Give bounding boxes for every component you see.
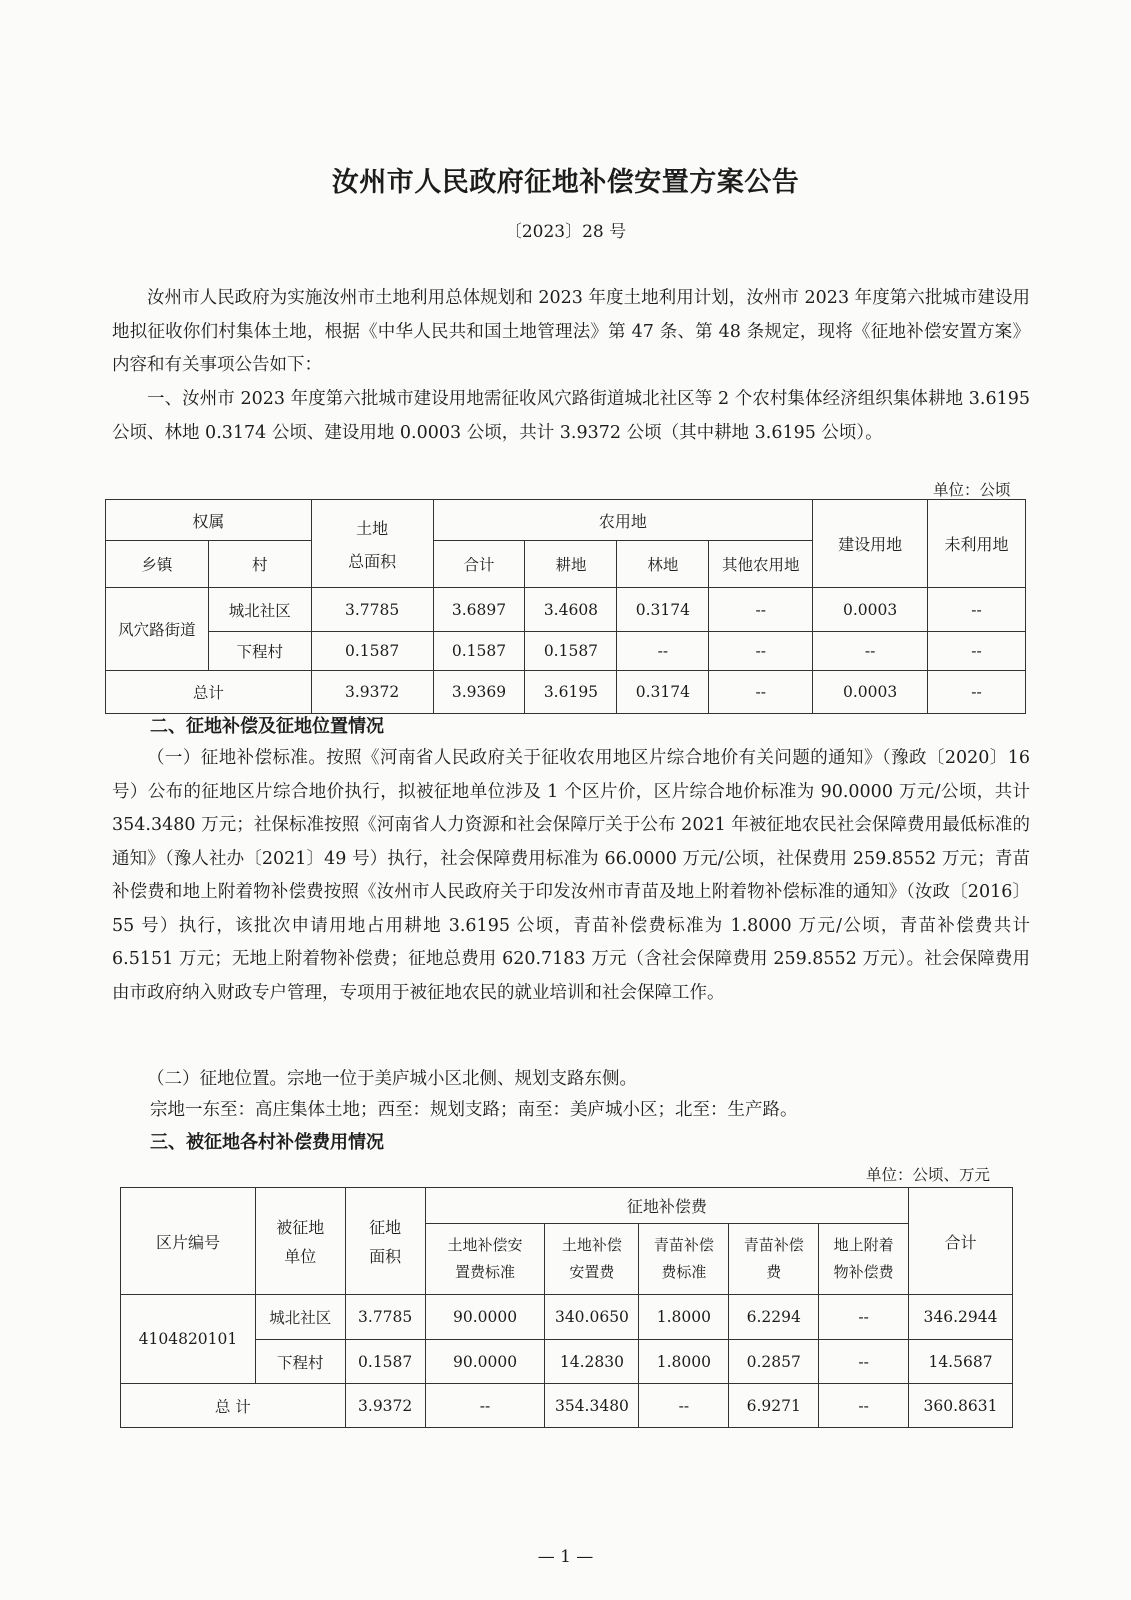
crop-std-cell: 1.8000 <box>639 1340 729 1384</box>
forest-cell: 0.3174 <box>617 671 709 714</box>
other-agri-cell: -- <box>709 588 813 632</box>
section3-heading: 三、被征地各村补偿费用情况 <box>150 1132 384 1153</box>
header-town: 乡镇 <box>106 541 209 588</box>
attachment-cell: -- <box>819 1384 909 1428</box>
sum-cell: 3.6897 <box>433 588 525 632</box>
town-cell: 风穴路街道 <box>106 588 209 671</box>
land-fee-cell: 340.0650 <box>545 1295 639 1340</box>
table2-unit: 单位：公顷、万元 <box>866 1166 991 1184</box>
construction-cell: -- <box>813 632 928 671</box>
intro-paragraph: 汝州市人民政府为实施汝州市土地利用总体规划和 2023 年度土地利用计划，汝州市 2023 年度第六批城市建设用地拟征收你们村集体土地，根据《中华人民共和国土地管理法》第 47 条、第 48 条规定，现将《征地补偿安置方案》内容和有关事项公告如下： <box>112 288 1030 375</box>
area-cell: 3.7785 <box>345 1295 425 1340</box>
sum-cell: 3.9369 <box>433 671 525 714</box>
cultivated-cell: 3.4608 <box>525 588 617 632</box>
sum-cell: 0.1587 <box>433 632 525 671</box>
header-attachment <box>819 1224 909 1295</box>
total-area-cell: 3.7785 <box>311 588 433 632</box>
section2-paragraph-1: （一）征地补偿标准。按照《河南省人民政府关于征收农用地区片综合地价有关问题的通知》（豫政〔2020〕16 号）公布的征地区片综合地价执行，拟被征地单位涉及 1 个区片价，区片综合地价标准为 90.0000 万元/公顷，共计 354.3480 万元；社保标准按照《河南省人力资源和社会保障厅关于公布 2021 年被征地农民社会保障费用最低标准的通知》（豫人社办〔2021〕49 号）执行，社会保障费用标准为 66.0000 万元/公顷，社保费用 259.8552 万元；青苗补偿费和地上附着物补偿费按照《汝州市人民政府关于印发汝州市青苗及地上附着物补偿标准的通知》（汝政〔2016〕55 号）执行，该批次申请用地占用耕地 3.6195 公顷，青苗补偿费标准为 1.8000 万元/公顷，青苗补偿费共计 6.5151 万元；无地上附着物补偿费；征地总费用 620.7183 万元（含社会保障费用 259.8552 万元）。社会保障费用由市政府纳入财政专户管理，专项用于被征地农民的就业培训和社会保障工作。 <box>112 748 1030 1003</box>
total-label-cell: 总计 <box>106 671 312 714</box>
compensation-table <box>120 1187 1013 1428</box>
total-area-cell: 0.1587 <box>311 632 433 671</box>
zone-code-cell: 4104820101 <box>121 1295 256 1384</box>
crop-fee-cell: 6.2294 <box>729 1295 819 1340</box>
total-cell: 14.5687 <box>909 1340 1013 1384</box>
total-label-cell: 总 计 <box>121 1384 346 1428</box>
section2-paragraph-3: 宗地一东至：高庄集体土地；西至：规划支路；南至：美庐城小区；北至：生产路。 <box>150 1100 798 1120</box>
header-land-std-line2: 置费标准 <box>455 1263 516 1281</box>
section1-paragraph: 一、汝州市 2023 年度第六批城市建设用地需征收风穴路街道城北社区等 2 个农村集体经济组织集体耕地 3.6195 公顷、林地 0.3174 公顷、建设用地 0.0003 公顷，共计 3.9372 公顷（其中耕地 3.6195 公顷）。 <box>112 389 1030 443</box>
land-fee-cell: 14.2830 <box>545 1340 639 1384</box>
unused-cell: -- <box>928 671 1026 714</box>
document-number: 〔2023〕28 号 <box>504 222 627 242</box>
table-row <box>121 1295 1013 1340</box>
unused-cell: -- <box>928 588 1026 632</box>
land-std-cell: 90.0000 <box>425 1340 545 1384</box>
unit-cell: 城北社区 <box>255 1295 345 1340</box>
header-crop-fee-line1: 青苗补偿 <box>743 1236 804 1254</box>
header-agri: 农用地 <box>433 500 813 541</box>
header-crop-std <box>639 1224 729 1295</box>
forest-cell: -- <box>617 632 709 671</box>
header-crop-fee <box>729 1224 819 1295</box>
total-cell: 346.2944 <box>909 1295 1013 1340</box>
table-row <box>106 632 1026 671</box>
total-area-cell: 3.9372 <box>311 671 433 714</box>
cultivated-cell: 0.1587 <box>525 632 617 671</box>
header-total: 合计 <box>909 1188 1013 1295</box>
header-unit-line1: 被征地 <box>276 1218 325 1237</box>
attachment-cell: -- <box>819 1295 909 1340</box>
header-ownership: 权属 <box>106 500 312 541</box>
unit-cell: 下程村 <box>255 1340 345 1384</box>
table-total-row <box>106 671 1026 714</box>
header-unit-line2: 单位 <box>284 1247 317 1266</box>
header-total-area-line2: 总面积 <box>348 551 397 571</box>
attachment-cell: -- <box>819 1340 909 1384</box>
header-land-fee-line2: 安置费 <box>569 1263 615 1281</box>
header-crop-std-line1: 青苗补偿 <box>653 1236 714 1254</box>
crop-fee-cell: 0.2857 <box>729 1340 819 1384</box>
page-number: — 1 — <box>537 1547 594 1567</box>
area-cell: 0.1587 <box>345 1340 425 1384</box>
header-zone-code: 区片编号 <box>121 1188 256 1295</box>
header-sum: 合计 <box>433 541 525 588</box>
land-fee-cell: 354.3480 <box>545 1384 639 1428</box>
header-land-std-line1: 土地补偿安 <box>447 1236 523 1254</box>
header-area <box>345 1188 425 1295</box>
unused-cell: -- <box>928 632 1026 671</box>
header-construction: 建设用地 <box>813 500 928 588</box>
header-land-fee-line1: 土地补偿 <box>561 1236 622 1254</box>
construction-cell: 0.0003 <box>813 588 928 632</box>
header-attachment-line2: 物补偿费 <box>833 1263 894 1281</box>
land-std-cell: -- <box>425 1384 545 1428</box>
header-attachment-line1: 地上附着 <box>833 1236 894 1254</box>
table1-unit: 单位：公顷 <box>933 481 1011 499</box>
village-cell: 城北社区 <box>208 588 311 632</box>
land-table <box>105 499 1026 714</box>
forest-cell: 0.3174 <box>617 588 709 632</box>
header-area-line1: 征地 <box>369 1218 402 1237</box>
header-area-line2: 面积 <box>369 1247 402 1266</box>
village-cell: 下程村 <box>208 632 311 671</box>
area-cell: 3.9372 <box>345 1384 425 1428</box>
header-unit <box>255 1188 345 1295</box>
land-std-cell: 90.0000 <box>425 1295 545 1340</box>
header-crop-std-line2: 费标准 <box>661 1263 707 1281</box>
header-other-agri: 其他农用地 <box>709 541 813 588</box>
header-land-fee <box>545 1224 639 1295</box>
section2-paragraph-2: （二）征地位置。宗地一位于美庐城小区北侧、规划支路东侧。 <box>147 1069 637 1089</box>
cultivated-cell: 3.6195 <box>525 671 617 714</box>
construction-cell: 0.0003 <box>813 671 928 714</box>
table-total-row <box>121 1384 1013 1428</box>
crop-std-cell: 1.8000 <box>639 1295 729 1340</box>
header-cultivated: 耕地 <box>525 541 617 588</box>
header-compensation: 征地补偿费 <box>425 1188 908 1224</box>
crop-std-cell: -- <box>639 1384 729 1428</box>
other-agri-cell: -- <box>709 632 813 671</box>
crop-fee-cell: 6.9271 <box>729 1384 819 1428</box>
header-crop-fee-line2: 费 <box>766 1263 782 1281</box>
header-village: 村 <box>208 541 311 588</box>
table-row <box>106 588 1026 632</box>
header-total-area <box>311 500 433 588</box>
header-land-std <box>425 1224 545 1295</box>
header-unused: 未利用地 <box>928 500 1026 588</box>
document-title: 汝州市人民政府征地补偿安置方案公告 <box>331 167 800 198</box>
section2-heading: 二、征地补偿及征地位置情况 <box>150 716 384 737</box>
header-total-area-line1: 土地 <box>356 518 389 538</box>
other-agri-cell: -- <box>709 671 813 714</box>
total-cell: 360.8631 <box>909 1384 1013 1428</box>
header-forest: 林地 <box>617 541 709 588</box>
